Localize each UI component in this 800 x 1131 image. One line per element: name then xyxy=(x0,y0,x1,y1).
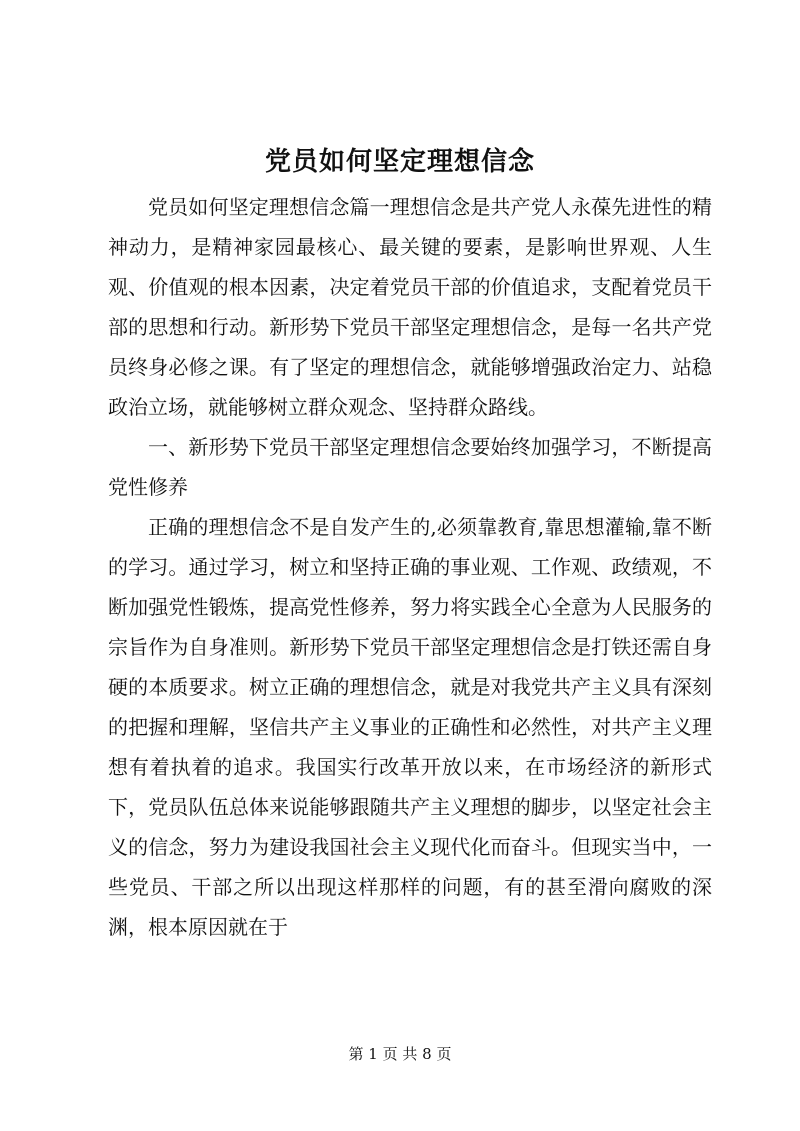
paragraph-section-1: 正确的理想信念不是自发产生的,必须靠教育,靠思想灌输,靠不断的学习。通过学习，树立和坚持正确的事业观、工作观、政绩观，不断加强党性锻炼，提高党性修养，努力将实践全心全意为人民服务的宗旨作为自身准则。新形势下党员干部坚定理想信念是打铁还需自身硬的本质要求。树立正确的理想信念，就是对我党共产主义具有深刻的把握和理解，坚信共产主义事业的正确性和必然性，对共产主义理想有着执着的追求。我国实行改革开放以来，在市场经济的新形式下，党员队伍总体来说能够跟随共产主义理想的脚步，以坚定社会主义的信念，努力为建设我国社会主义现代化而奋斗。但现实当中，一些党员、干部之所以出现这样那样的问题，有的甚至滑向腐败的深渊，根本原因就在于 xyxy=(108,515,712,939)
document-body xyxy=(108,187,712,947)
section-heading-1: 一、新形势下党员干部坚定理想信念要始终加强学习，不断提高党性修养 xyxy=(108,435,712,499)
page-footer: 第 1 页 共 8 页 xyxy=(348,1045,452,1063)
document-title: 党员如何坚定理想信念 xyxy=(264,147,535,177)
paragraph-intro: 党员如何坚定理想信念篇一理想信念是共产党人永葆先进性的精神动力，是精神家园最核心、最关键的要素，是影响世界观、人生观、价值观的根本因素，决定着党员干部的价值追求，支配着党员干部的思想和行动。新形势下党员干部坚定理想信念，是每一名共产党员终身必修之课。有了坚定的理想信念，就能够增强政治定力、站稳政治立场，就能够树立群众观念、坚持群众路线。 xyxy=(108,195,712,419)
